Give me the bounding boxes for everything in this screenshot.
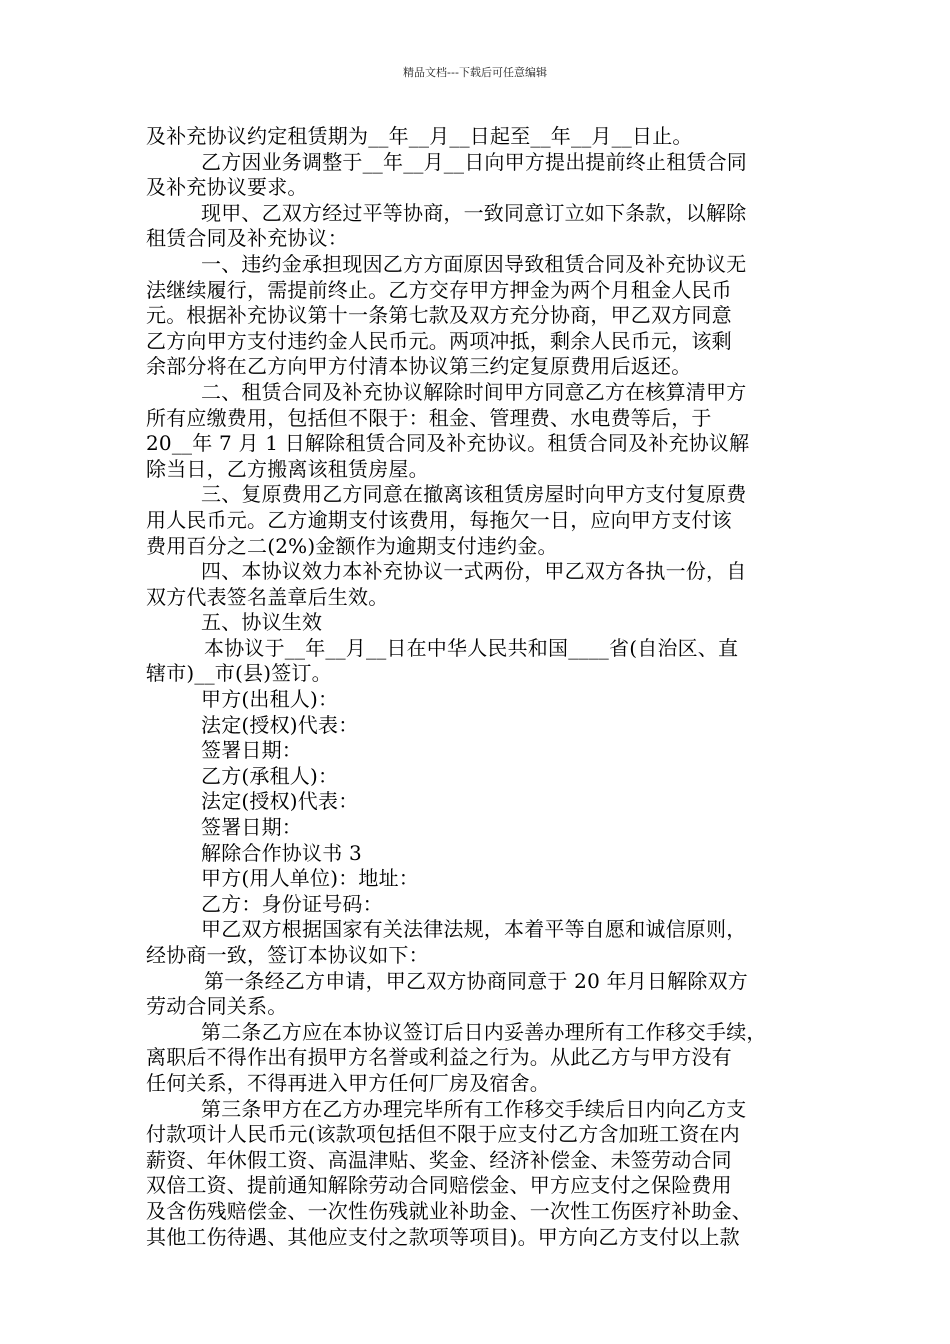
text-line: 法定(授权)代表： — [201, 789, 359, 814]
text-line: 法定(授权)代表： — [201, 712, 359, 737]
text-line: 乙方(承租人)： — [201, 763, 339, 788]
text-line: 20__年 7 月 1 日解除租赁合同及补充协议。租赁合同及补充协议解 — [146, 431, 750, 456]
text-line: 第三条甲方在乙方办理完毕所有工作移交手续后日内向乙方支 — [201, 1096, 747, 1121]
text-line: 签署日期： — [201, 815, 302, 840]
text-line: 签署日期： — [201, 738, 302, 763]
text-line: 租赁合同及补充协议： — [146, 226, 348, 251]
text-line: 乙方：身份证号码： — [201, 891, 383, 916]
text-line: 付款项计人民币元(该款项包括但不限于应支付乙方含加班工资在内 — [146, 1122, 740, 1147]
text-line: 法继续履行，需提前终止。乙方交存甲方押金为两个月租金人民币 — [146, 277, 732, 302]
page-header: 精品文档---下载后可任意编辑 — [403, 66, 547, 79]
text-line: 劳动合同关系。 — [146, 994, 288, 1019]
text-line: 其他工伤待遇、其他应支付之款项等项目)。甲方向乙方支付以上款 — [146, 1224, 740, 1249]
text-line: 薪资、年休假工资、高温津贴、奖金、经济补偿金、未签劳动合同 — [146, 1147, 732, 1172]
text-line: 甲方(用人单位)：地址： — [201, 866, 420, 891]
text-line: 本协议于__年__月__日在中华人民共和国____省(自治区、直 — [204, 635, 739, 660]
text-line: 余部分将在乙方向甲方付清本协议第三约定复原费用后返还。 — [146, 354, 692, 379]
text-line: 费用百分之二(2%)金额作为逾期支付违约金。 — [146, 533, 558, 558]
text-line: 一、违约金承担现因乙方方面原因导致租赁合同及补充协议无 — [201, 251, 747, 276]
text-line: 第一条经乙方申请，甲乙双方协商同意于 20 年月日解除双方 — [204, 968, 748, 993]
text-line: 乙方向甲方支付违约金人民币元。两项冲抵，剩余人民币元，该剩 — [146, 328, 732, 353]
text-line: 甲方(出租人)： — [201, 687, 339, 712]
text-line: 甲乙双方根据国家有关法律法规，本着平等自愿和诚信原则， — [201, 917, 747, 942]
text-line: 用人民币元。乙方逾期支付该费用，每拖欠一日，应向甲方支付该 — [146, 507, 732, 532]
text-line: 离职后不得作出有损甲方名誉或利益之行为。从此乙方与甲方没有 — [146, 1045, 732, 1070]
text-line: 五、协议生效 — [201, 610, 323, 635]
text-line: 三、复原费用乙方同意在撤离该租赁房屋时向甲方支付复原费 — [201, 482, 747, 507]
text-line: 及含伤残赔偿金、一次性伤残就业补助金、一次性工伤医疗补助金、 — [146, 1198, 752, 1223]
text-line: 任何关系，不得再进入甲方任何厂房及宿舍。 — [146, 1070, 550, 1095]
text-line: 及补充协议约定租赁期为__年__月__日起至__年__月__日止。 — [146, 124, 693, 148]
document-body — [146, 124, 826, 1250]
text-line: 四、本协议效力本补充协议一式两份，甲乙双方各执一份，自 — [201, 559, 747, 584]
text-line: 所有应缴费用，包括但不限于：租金、管理费、水电费等后，于 — [146, 405, 712, 430]
text-line: 第二条乙方应在本协议签订后日内妥善办理所有工作移交手续， — [201, 1019, 767, 1044]
text-line: 及补充协议要求。 — [146, 175, 308, 200]
text-line: 现甲、乙双方经过平等协商，一致同意订立如下条款，以解除 — [201, 200, 747, 225]
text-line: 元。根据补充协议第十一条第七款及双方充分协商，甲乙双方同意 — [146, 303, 732, 328]
text-line: 双方代表签名盖章后生效。 — [146, 584, 389, 609]
text-line: 解除合作协议书 3 — [201, 840, 362, 865]
text-line: 双倍工资、提前通知解除劳动合同赔偿金、甲方应支付之保险费用 — [146, 1173, 732, 1198]
text-line: 经协商一致，签订本协议如下： — [146, 943, 429, 967]
text-line: 除当日，乙方搬离该租赁房屋。 — [146, 456, 429, 481]
text-line: 二、租赁合同及补充协议解除时间甲方同意乙方在核算清甲方 — [201, 379, 747, 404]
text-line: 辖市)__市(县)签订。 — [146, 661, 332, 686]
text-line: 乙方因业务调整于__年__月__日向甲方提出提前终止租赁合同 — [201, 149, 747, 174]
